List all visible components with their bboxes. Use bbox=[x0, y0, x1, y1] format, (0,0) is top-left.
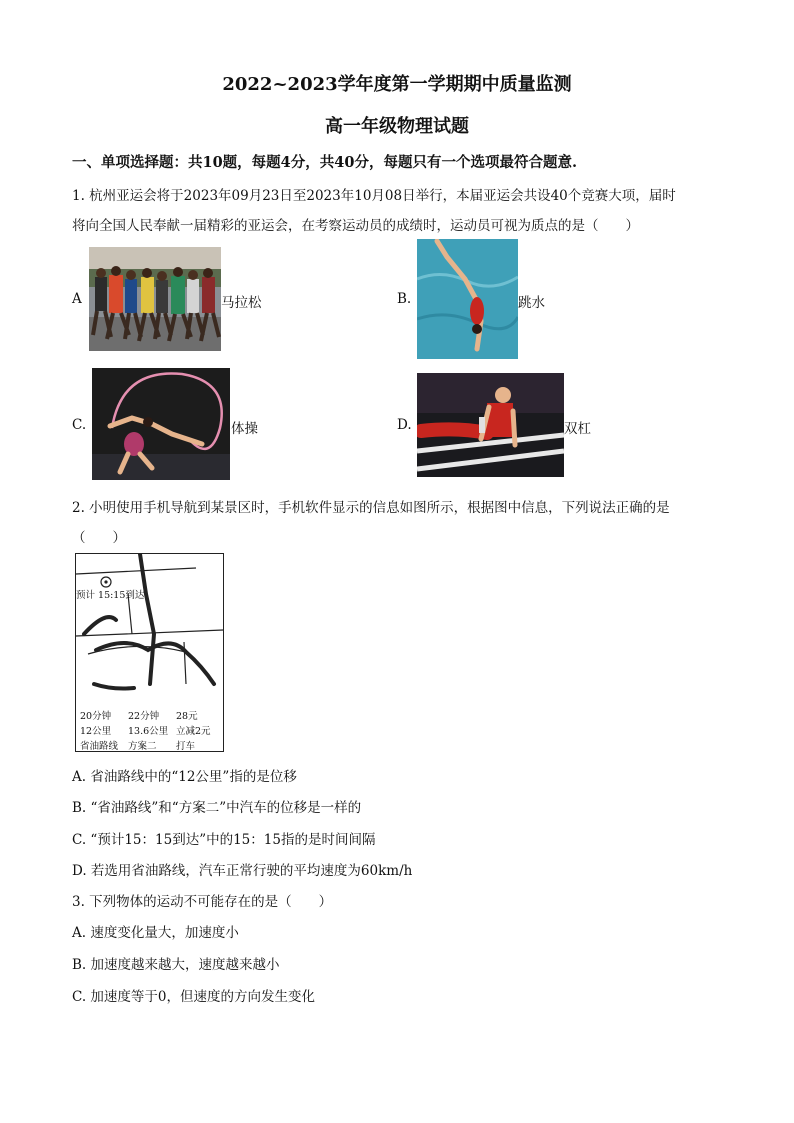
map-route-2-name: 方案二 bbox=[128, 741, 157, 752]
parallel-bars-photo bbox=[417, 373, 564, 477]
marathon-photo bbox=[89, 247, 221, 351]
exam-title: 2022~2023学年度第一学期期中质量监测 bbox=[222, 74, 572, 95]
q1-option-b-caption: 跳水 bbox=[518, 295, 545, 311]
q2-option-d: D. 若选用省油路线，汽车正常行驶的平均速度为60km/h bbox=[72, 863, 413, 879]
q1-option-a-letter: A bbox=[72, 291, 82, 307]
map-route-3-discount: 立减2元 bbox=[176, 726, 211, 737]
q1-stem-line1: 1. 杭州亚运会将于2023年09月23日至2023年10月08日举行，本届亚运会共设40个竞赛大项，届时 bbox=[72, 188, 676, 204]
map-eta: 预计 15:15到达 bbox=[76, 590, 145, 601]
q1-option-d-caption: 双杠 bbox=[564, 421, 591, 437]
q1-option-c-caption: 体操 bbox=[231, 421, 258, 437]
gymnastics-photo bbox=[92, 368, 230, 480]
map-route-2-distance: 13.6公里 bbox=[128, 726, 169, 737]
q2-stem-line2: （ ） bbox=[72, 530, 126, 546]
map-route-1-time: 20分钟 bbox=[80, 711, 112, 722]
exam-subtitle: 高一年级物理试题 bbox=[325, 116, 469, 137]
map-route-3-name: 打车 bbox=[176, 741, 196, 752]
map-route-2-time: 22分钟 bbox=[128, 711, 160, 722]
q2-option-c: C. “预计15：15到达”中的15：15指的是时间间隔 bbox=[72, 832, 376, 848]
q3-option-b: B. 加速度越来越大，速度越来越小 bbox=[72, 957, 280, 973]
q1-option-a-caption: 马拉松 bbox=[221, 295, 262, 311]
q1-option-b-letter: B. bbox=[397, 291, 412, 307]
q2-option-a: A. 省油路线中的“12公里”指的是位移 bbox=[72, 769, 297, 785]
diving-photo bbox=[417, 239, 518, 359]
q2-option-b: B. “省油路线”和“方案二”中汽车的位移是一样的 bbox=[72, 800, 362, 816]
q1-option-d-letter: D. bbox=[397, 417, 412, 433]
section-heading: 一、单项选择题：共10题，每题4分，共40分，每题只有一个选项最符合题意. bbox=[72, 154, 577, 171]
q3-option-a: A. 速度变化量大，加速度小 bbox=[72, 925, 239, 941]
navigation-map bbox=[75, 553, 224, 752]
q2-stem-line1: 2. 小明使用手机导航到某景区时，手机软件显示的信息如图所示，根据图中信息，下列说法正确的是 bbox=[72, 500, 670, 516]
map-route-1-name: 省油路线 bbox=[80, 741, 119, 752]
map-route-1-distance: 12公里 bbox=[80, 726, 112, 737]
q1-stem-line2: 将向全国人民奉献一届精彩的亚运会，在考察运动员的成绩时，运动员可视为质点的是（ ） bbox=[72, 218, 639, 234]
q3-stem: 3. 下列物体的运动不可能存在的是（ ） bbox=[72, 894, 333, 910]
map-route-3-price: 28元 bbox=[176, 711, 198, 722]
q3-option-c: C. 加速度等于0，但速度的方向发生变化 bbox=[72, 989, 316, 1005]
q1-option-c-letter: C. bbox=[72, 417, 87, 433]
